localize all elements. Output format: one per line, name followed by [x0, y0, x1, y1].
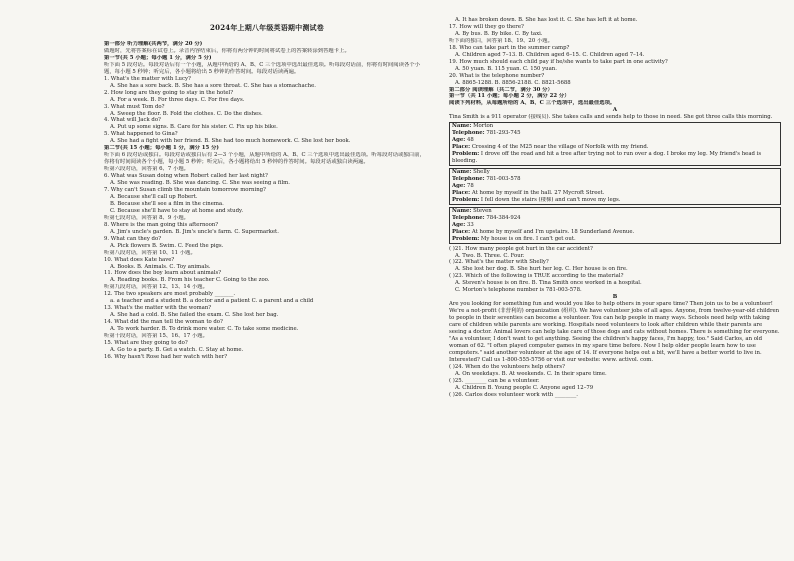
text-line: 做题时，先将答案标在试卷上。录音内容结束后，你将有两分钟的时间将试卷上的答案转涂到答题卡上。	[104, 47, 350, 54]
text-line: ( )26. Carlos does volunteer work with ________.	[449, 391, 578, 398]
text-line: 第一节（共 11 小题；每小题 2 分，满分 22 分）	[449, 93, 570, 100]
text-line: 8. Where is the man going this afternoon?	[104, 221, 219, 228]
text-line: A. She lost her dog. B. She hurt her leg. C. Her house is on fire.	[455, 266, 628, 273]
text-line: 听下面 6 段对话或独白。每段对话或独白后有 2—3 个小题，从题中所给的 A、B、C 三个选项中选出最佳选项。听每段对话或独白前，你将有时间阅读各个小题，每小题 5 秒钟；听完后，各小题将给出 5 秒钟的作答时间。每段对话或独白读两遍。	[104, 152, 425, 166]
caller-age-row	[452, 137, 778, 144]
text-line: A. Steven's house is on fire. B. Tina Smith once worked in a hospital.	[455, 280, 642, 287]
text-line: ( )25. ________ can be a volunteer.	[449, 377, 540, 384]
text-line: 16. Why hasn't Rose had her watch with her?	[104, 353, 228, 360]
text-line: A. On weekdays. B. At weekends. C. In their spare time.	[455, 370, 607, 377]
text-line: A. She has a sore back. B. She has a sore throat. C. She has a stomachache.	[110, 82, 316, 89]
text-line: 13. What's the matter with the woman?	[104, 305, 212, 312]
field-value: My house is on fire. I can't get out.	[479, 235, 576, 242]
field-label: Telephone:	[452, 214, 485, 221]
text-line: 听第七段对话，回答第 8、9 小题。	[104, 214, 190, 221]
text-line: a. a teacher and a student B. a doctor and a patient C. a parent and a child	[110, 298, 314, 305]
field-label: Age:	[452, 182, 466, 189]
text-line: 2. How long are they going to stay in the hotel?	[104, 89, 234, 96]
text-line: A. 8865-1288. B. 8856-2188. C. 8821-5688	[455, 79, 571, 86]
field-value: Shelly	[471, 169, 490, 176]
field-value: At home by myself and I'm upstairs. 18 Sunderland Avenue.	[470, 228, 635, 235]
text-line: ( )22. What's the matter with Shelly?	[449, 259, 549, 266]
caller-tel-row	[452, 130, 778, 137]
text-line: 听下面的独白，回答第 18、19、20 小题。	[449, 37, 553, 44]
text-line: A. It has broken down. B. She has lost it. C. She has left it at home.	[455, 17, 638, 23]
field-label: Name:	[452, 123, 472, 130]
text-line: Tina Smith is a 911 operator (接线员). She takes calls and sends help to those in need. She got three calls this morning.	[449, 114, 773, 121]
text-line: A. Two. B. Three. C. Four.	[455, 252, 525, 259]
caller-boxes	[449, 122, 781, 243]
text-line: 第二节(共 15 小题；每小题 1 分，满分 15 分)	[104, 145, 219, 152]
reading-intro	[449, 17, 781, 121]
field-label: Place:	[452, 189, 471, 196]
text-line: 20. What is the telephone number?	[449, 72, 545, 79]
text-line: 7. Why can't Susan climb the mountain tomorrow morning?	[104, 187, 266, 194]
text-line: 14. What did the man tell the woman to do?	[104, 319, 223, 326]
field-label: Name:	[452, 207, 472, 214]
text-line: 听第六段对话，回答第 6、7 小题。	[104, 166, 190, 173]
text-line: A. She had a cold. B. She failed the exam. C. She lost her bag.	[110, 312, 279, 319]
text-line: 听下面 5 段对话。每段对话后有一个小题，从题中所给的 A、B、C 三个选项中选出最佳选项。听每段对话前，你将有时间阅读各个小题，每小题 5 秒钟；听完后，各小题将给出 5 秒钟的作答时间。每段对话读两遍。	[104, 61, 420, 75]
field-label: Problem:	[452, 196, 480, 203]
field-label: Name:	[452, 169, 472, 176]
field-value: Steven	[471, 207, 492, 214]
field-label: Problem:	[452, 235, 480, 242]
text-line: 12. The two speakers are most probably _______.	[104, 291, 236, 298]
field-label: Problem:	[452, 151, 480, 158]
text-line: 阅读下列材料，从每题所给的 A、B、C 三个选项中，选出最佳选项。	[449, 100, 616, 107]
left-column	[104, 41, 430, 557]
caller-problem-row	[452, 236, 778, 243]
text-line: B. Because she'll see a film in the cinema.	[110, 200, 224, 207]
field-value: At home by myself in the hall. 27 Mycroft Street.	[470, 189, 605, 196]
caller-place-row	[452, 229, 778, 236]
reading-questions	[449, 246, 781, 399]
caller-box	[449, 168, 781, 205]
text-line: A. For a week. B. For three days. C. For five days.	[110, 96, 245, 103]
text-line: A. She had a fight with her friend. B. She had too much homework. C. She lost her book.	[110, 138, 351, 145]
text-line: 15. What are they going to do?	[104, 339, 188, 346]
text-line: A. Children aged 7–13. B. Children aged 6–15. C. Children aged 7–14.	[455, 51, 645, 58]
field-value: Crossing 4 of the M25 near the village of Norfolk with my friend.	[470, 144, 649, 151]
caller-age-row	[452, 222, 778, 229]
text-line: A. 50 yuan. B. 115 yuan. C. 150 yuan.	[455, 65, 557, 72]
field-value: 78	[465, 182, 474, 189]
text-line: ( )21. How many people got hurt in the car accident?	[449, 245, 593, 252]
caller-name-row	[452, 169, 778, 176]
text-line: 19. How much should each child pay if he/she wants to take part in one activity?	[449, 58, 668, 65]
field-label: Place:	[452, 144, 471, 151]
text-line: 1. What's the matter with Lucy?	[104, 75, 191, 82]
caller-tel-row	[452, 215, 778, 222]
text-line: A. She was reading. B. She was dancing. C. She was seeing a film.	[110, 180, 290, 187]
field-label: Telephone:	[452, 130, 485, 137]
field-label: Age:	[452, 221, 466, 228]
text-line: A. Children B. Young people C. Anyone aged 12–79	[455, 384, 594, 391]
text-line: A. Go to a party. B. Get a watch. C. Stay at home.	[110, 346, 244, 353]
listening-section	[104, 41, 430, 361]
caller-age-row	[452, 183, 778, 190]
field-label: Age:	[452, 137, 466, 144]
caller-place-row	[452, 144, 778, 151]
text-line: 3. What must Tom do?	[104, 103, 165, 110]
field-value: 33	[465, 221, 474, 228]
field-value: Morton	[471, 123, 494, 130]
field-value: 781-293-745	[484, 130, 521, 137]
caller-tel-row	[452, 176, 778, 183]
field-label: Place:	[452, 228, 471, 235]
caller-name-row	[452, 208, 778, 215]
text-line: 听第九段对话，回答第 12、13、14 小题。	[104, 284, 208, 291]
text-line: C. Because she'll have to stay at home and study.	[110, 207, 244, 214]
text-line: 10. What does Kate have?	[104, 256, 175, 263]
text-line: A. By bus. B. By bike. C. By taxi.	[455, 30, 543, 37]
text-line: 18. Who can take part in the summer camp?	[449, 44, 570, 51]
text-line: 11. How does the boy learn about animals?	[104, 270, 222, 277]
text-line: ( )23. Which of the following is TRUE according to the material?	[449, 273, 624, 280]
text-line: 9. What can they do?	[104, 235, 162, 242]
text-line: A. Jim's uncle's garden. B. Jim's uncle's farm. C. Supermarket.	[110, 228, 279, 235]
caller-problem-row	[452, 151, 778, 165]
text-line: 第一部分 听力理解(共两节，满分 20 分)	[104, 41, 203, 47]
text-line: A. Sweep the floor. B. Fold the clothes. C. Do the dishes.	[110, 110, 263, 117]
field-label: Telephone:	[452, 175, 485, 182]
caller-name-row	[452, 123, 778, 130]
right-column	[449, 17, 781, 557]
text-line: A. Put up some signs. B. Care for his sister. C. Fix up his bike.	[110, 124, 278, 131]
page-title: 2024年上期八年级英语期中测试卷	[210, 23, 324, 32]
text-line: 17. How will they go there?	[449, 23, 524, 30]
caller-box	[449, 207, 781, 244]
text-line: 听第十段对话，回答第 15、16、17 小题。	[104, 333, 208, 340]
field-value: I fell down the stairs (楼梯) and can't move my legs.	[479, 196, 621, 203]
text-line: Interested? Call us 1-800-555-5756 or visit our website: www. activol. com.	[449, 356, 654, 363]
field-value: I drove off the road and hit a tree after trying not to run over a dog. I broke my leg. My friend's head is bleeding.	[452, 151, 762, 165]
text-line: 第二部分 阅读理解（共二节，满分 30 分）	[449, 86, 553, 93]
text-line: 4. What will Jack do?	[104, 117, 161, 124]
text-line: A. Pick flowers B. Swim. C. Feed the pigs.	[110, 242, 224, 249]
text-line: B	[612, 294, 618, 301]
text-line: C. Morton's telephone number is 781-003-578.	[455, 287, 582, 294]
text-line: ( )24. When do the volunteers help others?	[449, 363, 565, 370]
text-line: 第一节(共 5 小题；每小题 1 分，满分 5 分)	[104, 54, 212, 61]
caller-box	[449, 122, 781, 166]
caller-place-row	[452, 190, 778, 197]
text-line: 5. What happened to Gina?	[104, 131, 178, 138]
text-line: A. Because she'll call up Robert.	[110, 193, 198, 200]
text-line: 6. What was Susan doing when Robert called her last night?	[104, 173, 268, 180]
text-line: A. To work harder. B. To drink more water. C. To take some medicine.	[110, 326, 299, 333]
field-value: 781-003-578	[484, 175, 521, 182]
field-value: 784-384-924	[484, 214, 521, 221]
text-line: 听第八段对话，回答第 10、11 小题。	[104, 249, 196, 256]
caller-problem-row	[452, 197, 778, 204]
text-line: A. Books. B. Animals. C. Toy animals.	[110, 263, 211, 270]
text-line: A	[612, 107, 618, 114]
text-line: Are you looking for something fun and would you like to help others in your spare time? Then join us to be a volunteer! We're a not-profit (非营利的) organization (组织). We have volunteer jobs of all ages. Anyone, from twelve-year-old children to people in their seventies can become a volunteer. You can help people in many ways. Schools need help with taking care of children while parents are working. Hospitals need volunteers to look after children while their parents are seeing a doctor. Animal lovers can help take care of those dogs and cats without homes. There is something for everyone. "As a volunteer, I don't want to get anything. Seeing the children's happy faces, I'm happy, too." Said Carlos, an old woman of 62. "I often played computer games in my spare time before. Now I help older people learn how to use computers." said another volunteer at the age of 14. If everyone helps out a bit, we'll have a better world to live in.	[449, 301, 780, 356]
text-line: A. Reading books. B. From his teacher C. Going to the zoo.	[110, 277, 270, 284]
field-value: 48	[465, 137, 474, 144]
